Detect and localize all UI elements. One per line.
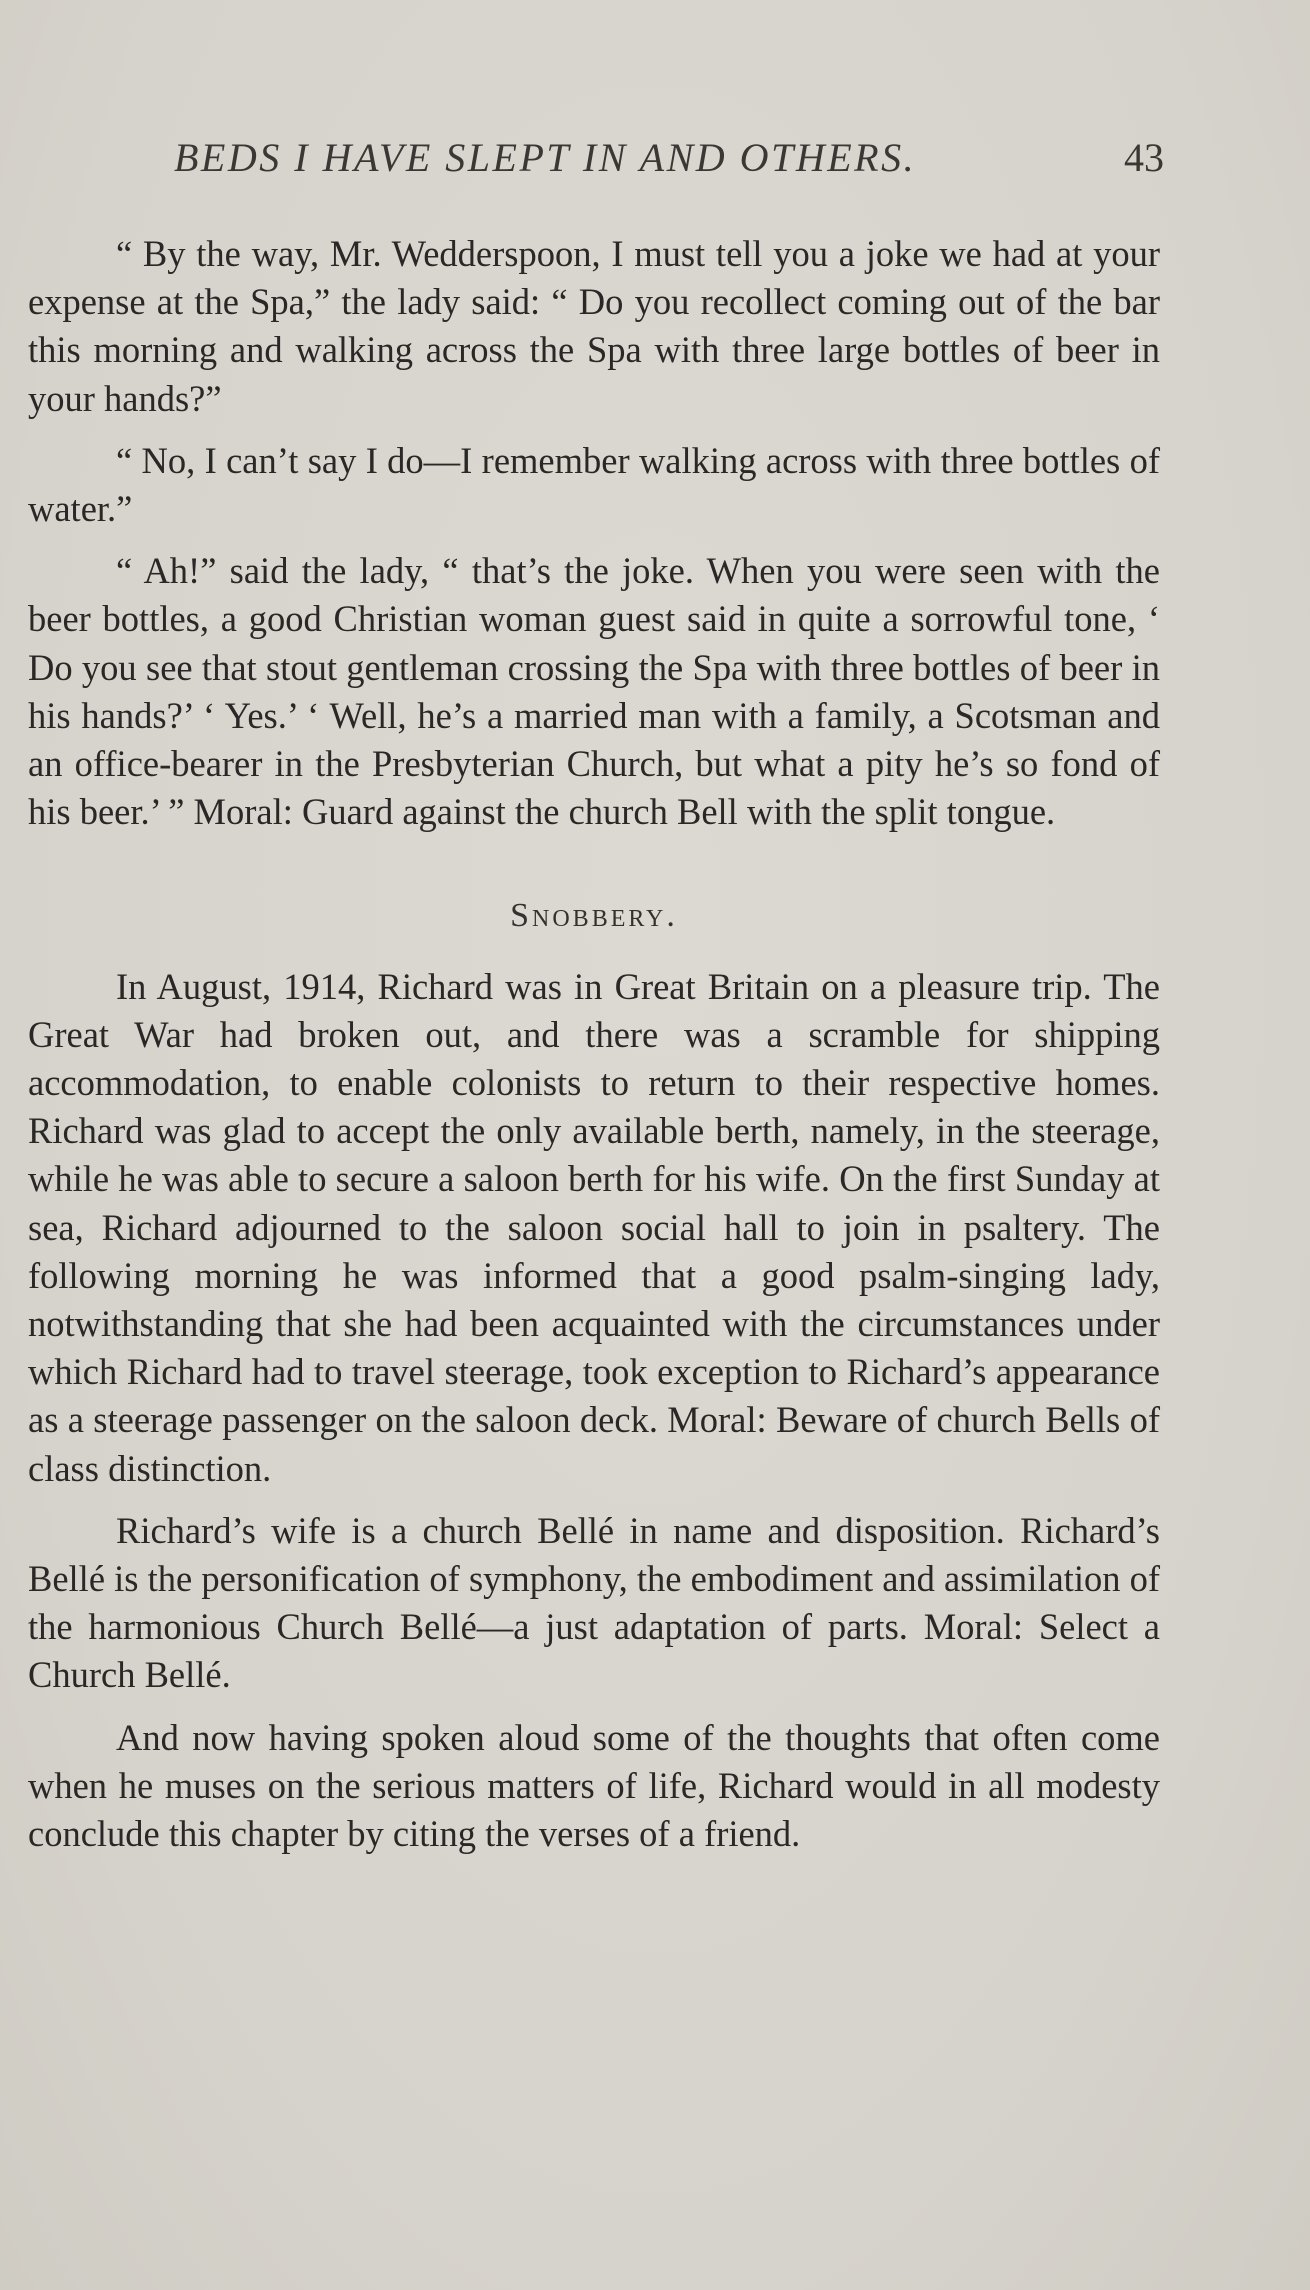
page-number: 43 bbox=[1124, 135, 1164, 180]
paragraph: In August, 1914, Richard was in Great Britain on a pleasure trip. The Great War had broken out, and there was a scramble for shipping accommodation, to enable colonists to return to their respective homes. Richard was glad to accept the only available berth, namely, in the steerage, while he was able to secure a saloon berth for his wife. On the first Sunday at sea, Richard adjourned to the saloon social hall to join in psaltery. The following morning he was informed that a good psalm-singing lady, notwithstanding that she had been acquainted with the circumstances under which Richard had to travel steerage, took exception to Richard’s appearance as a steerage passenger on the saloon deck. Moral: Beware of church Bells of class distinction. bbox=[28, 965, 1160, 1489]
running-title: BEDS I HAVE SLEPT IN AND OTHERS. bbox=[174, 135, 917, 180]
page-header bbox=[174, 134, 1164, 184]
paragraph: “ No, I can’t say I do—I remember walking across with three bottles of water.” bbox=[28, 439, 1160, 530]
paragraph: “ Ah!” said the lady, “ that’s the joke. When you were seen with the beer bottles, a good Christian woman guest said in quite a sorrowful tone, ‘ Do you see that stout gentleman crossing the Spa with three bottles of beer in his hands?’ ‘ Yes.’ ‘ Well, he’s a married man with a family, a Scotsman and an office-bearer in the Presbyterian Church, but what a pity he’s so fond of his beer.’ ” Moral: Guard against the church Bell with the split tongue. bbox=[28, 550, 1160, 833]
section-heading: Snobbery. bbox=[510, 897, 678, 935]
body-text bbox=[28, 230, 1160, 1858]
paragraph: Richard’s wife is a church Bellé in name and disposition. Richard’s Bellé is the personification of symphony, the embodiment and assimilation of the harmonious Church Bellé—a just adaptation of parts. Moral: Select a Church Bellé. bbox=[28, 1509, 1160, 1696]
paragraph: And now having spoken aloud some of the thoughts that often come when he muses on the serious matters of life, Richard would in all modesty conclude this chapter by citing the verses of a friend. bbox=[28, 1716, 1160, 1855]
paragraph: “ By the way, Mr. Wedderspoon, I must tell you a joke we had at your expense at the Spa,” the lady said: “ Do you recollect coming out of the bar this morning and walking across the Spa with three large bottles of beer in your hands?” bbox=[28, 233, 1160, 419]
